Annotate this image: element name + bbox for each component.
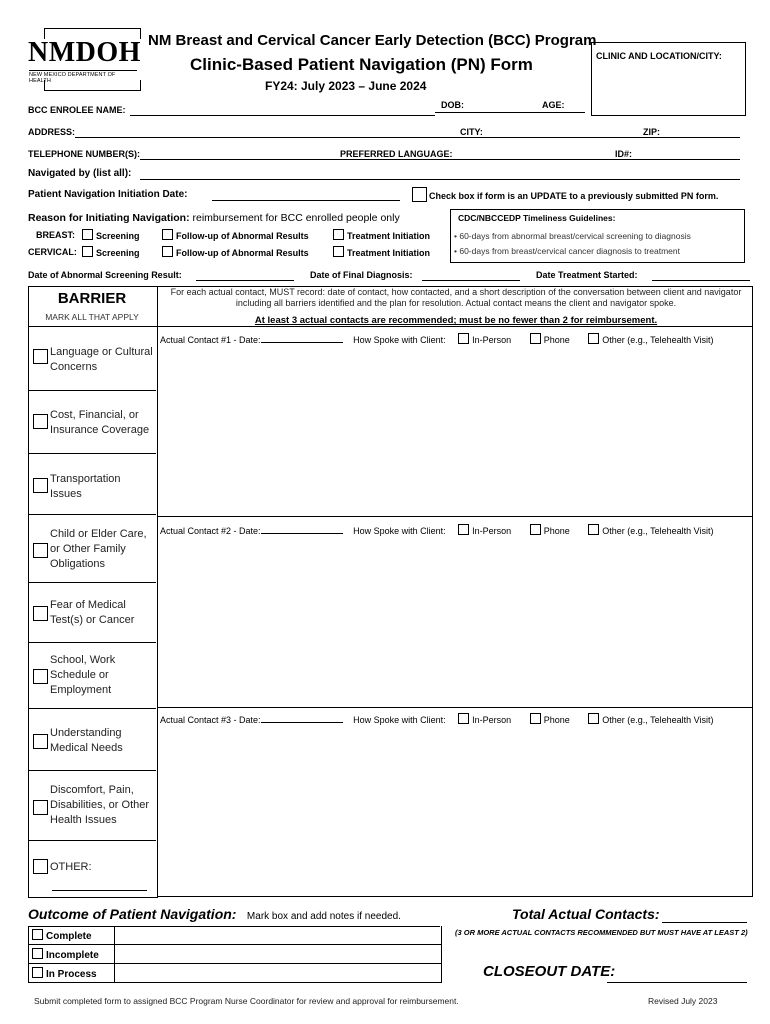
- closeout-date-label: CLOSEOUT DATE:: [483, 963, 616, 980]
- outcome-title: Outcome of Patient Navigation:: [28, 906, 237, 922]
- contact-divider: [157, 707, 753, 708]
- telephone-label: TELEPHONE NUMBER(S):: [28, 149, 140, 159]
- contact-date-label: Actual Contact #3 - Date:: [160, 715, 261, 725]
- contact-requirement: At least 3 actual contacts are recommended; must be no fewer than 2 for reimbursement.: [254, 315, 658, 326]
- cell-divider: [114, 945, 115, 963]
- contact-date-label: Actual Contact #2 - Date:: [160, 526, 261, 536]
- logo-text: NMDOH: [28, 37, 141, 68]
- abnormal-result-date-field[interactable]: [196, 280, 294, 281]
- barrier-row-divider: [28, 708, 156, 709]
- checkbox-icon: [82, 246, 93, 257]
- checkbox-icon: [530, 713, 541, 724]
- language-label: PREFERRED LANGUAGE:: [340, 149, 453, 159]
- revision-date: Revised July 2023: [648, 996, 718, 1006]
- barrier-checkbox[interactable]: [33, 800, 48, 815]
- phone-option[interactable]: Phone: [530, 333, 570, 345]
- abnormal-result-date-label: Date of Abnormal Screening Result:: [28, 270, 182, 280]
- city-label: CITY:: [460, 127, 483, 137]
- address-field[interactable]: [75, 137, 740, 138]
- contact-3: [160, 713, 713, 725]
- checkbox-icon: [162, 229, 173, 240]
- final-diagnosis-date-label: Date of Final Diagnosis:: [310, 270, 413, 280]
- cervical-followup[interactable]: Follow-up of Abnormal Results: [162, 246, 309, 258]
- contact-date-field[interactable]: [261, 333, 343, 343]
- checkbox-icon: [458, 713, 469, 724]
- other-barrier-field[interactable]: [52, 890, 147, 891]
- checkbox-icon: [530, 524, 541, 535]
- barrier-row-divider: [28, 453, 156, 454]
- barrier-checkbox[interactable]: [33, 859, 48, 874]
- checkbox-icon: [530, 333, 541, 344]
- navigated-by-field[interactable]: [140, 179, 740, 180]
- checkbox-icon: [32, 967, 43, 978]
- logo-bracket-bottom: [44, 80, 141, 91]
- cervical-screening[interactable]: Screening: [82, 246, 140, 258]
- table-bottom: [157, 896, 753, 897]
- barrier-label: Fear of Medical Test(s) or Cancer: [50, 599, 135, 626]
- barrier-checkbox[interactable]: [33, 734, 48, 749]
- closeout-date-field[interactable]: [607, 982, 747, 983]
- barrier-label: School, Work Schedule or Employment: [50, 654, 116, 696]
- breast-followup[interactable]: Follow-up of Abnormal Results: [162, 229, 309, 241]
- reason-note: reimbursement for BCC enrolled people only: [192, 212, 400, 224]
- outcome-option: Complete: [32, 929, 92, 942]
- barrier-label: Cost, Financial, or Insurance Coverage: [50, 409, 150, 436]
- final-diagnosis-date-field[interactable]: [422, 280, 520, 281]
- form-title: Clinic-Based Patient Navigation (PN) Form: [190, 55, 533, 74]
- breast-screening[interactable]: Screening: [82, 229, 140, 241]
- outcome-heading: [28, 906, 401, 924]
- enrollee-label: BCC ENROLEE NAME:: [28, 105, 126, 115]
- guideline-item: • 60-days from breast/cervical cancer diagnosis to treatment: [454, 246, 680, 256]
- outcome-hint: Mark box and add notes if needed.: [246, 911, 401, 922]
- fiscal-year: FY24: July 2023 – June 2024: [265, 79, 427, 93]
- barrier-subtitle: MARK ALL THAT APPLY: [45, 312, 139, 322]
- treatment-date-field[interactable]: [652, 280, 750, 281]
- barrier-label: Child or Elder Care, or Other Family Obligations: [50, 528, 147, 570]
- cell-divider: [114, 926, 115, 944]
- initiation-date-label: Patient Navigation Initiation Date:: [28, 189, 188, 200]
- age-label: AGE:: [542, 100, 565, 110]
- logo-subtext: NEW MEXICO DEPARTMENT OF HEALTH: [29, 70, 137, 84]
- contact-method-label: How Spoke with Client:: [353, 526, 446, 536]
- contact-date-field[interactable]: [261, 524, 343, 534]
- other-option[interactable]: Other (e.g., Telehealth Visit): [588, 524, 713, 536]
- cervical-label: CERVICAL:: [28, 247, 77, 257]
- checkbox-icon: [32, 929, 43, 940]
- cell-divider: [114, 964, 115, 982]
- checkbox-icon: [333, 229, 344, 240]
- zip-label: ZIP:: [643, 127, 660, 137]
- outcome-row-in-process[interactable]: [28, 964, 442, 983]
- outcome-row-complete[interactable]: [28, 926, 442, 945]
- barrier-checkbox[interactable]: [33, 414, 48, 429]
- table-header-divider: [28, 326, 752, 327]
- outcome-option: In Process: [32, 967, 97, 980]
- in-person-option[interactable]: In-Person: [458, 333, 511, 345]
- checkbox-icon: [333, 246, 344, 257]
- timeliness-guidelines-box: [450, 209, 745, 263]
- initiation-date-field[interactable]: [212, 200, 400, 201]
- column-divider: [157, 286, 158, 897]
- barrier-row-divider: [28, 770, 156, 771]
- checkbox-icon: [32, 948, 43, 959]
- in-person-option[interactable]: In-Person: [458, 524, 511, 536]
- outcome-row-incomplete[interactable]: [28, 945, 442, 964]
- total-contacts-label: Total Actual Contacts:: [512, 906, 660, 922]
- barrier-row-divider: [28, 514, 156, 515]
- barrier-title: BARRIER: [57, 290, 127, 307]
- outcome-option: Incomplete: [32, 948, 99, 961]
- address-label: ADDRESS:: [28, 127, 76, 137]
- navigated-by-label: Navigated by (list all):: [28, 168, 132, 179]
- contact-method-label: How Spoke with Client:: [353, 335, 446, 345]
- submit-instructions: Submit completed form to assigned BCC Program Nurse Coordinator for review and approval for reimbursement.: [34, 996, 459, 1006]
- barrier-checkbox[interactable]: [33, 606, 48, 621]
- barrier-checkbox[interactable]: [33, 478, 48, 493]
- contact-instructions: For each actual contact, MUST record: date of contact, how contacted, and a short description of the conversation between client and navigator including all barriers identified and the plan for resolution. Actual contact means the client and navigator spoke.: [170, 287, 742, 308]
- clinic-location-label: CLINIC AND LOCATION/CITY:: [596, 51, 722, 61]
- barrier-label: Discomfort, Pain, Disabilities, or Other Health Issues: [50, 784, 150, 826]
- checkbox-icon: [162, 246, 173, 257]
- contact-2: [160, 524, 713, 536]
- total-contacts-note: (3 OR MORE ACTUAL CONTACTS RECOMMENDED BUT MUST HAVE AT LEAST 2): [455, 928, 748, 937]
- checkbox-icon: [458, 524, 469, 535]
- contact-date-field[interactable]: [261, 713, 343, 723]
- phone-option[interactable]: Phone: [530, 713, 570, 725]
- guideline-item: • 60-days from abnormal breast/cervical screening to diagnosis: [454, 231, 691, 241]
- barrier-row-divider: [28, 582, 156, 583]
- phone-option[interactable]: Phone: [530, 524, 570, 536]
- enrollee-name-field[interactable]: [130, 115, 435, 116]
- program-title: NM Breast and Cervical Cancer Early Detection (BCC) Program: [148, 32, 597, 49]
- dob-label: DOB:: [441, 100, 464, 110]
- treatment-date-label: Date Treatment Started:: [536, 270, 638, 280]
- id-label: ID#:: [615, 149, 633, 159]
- contact-date-label: Actual Contact #1 - Date:: [160, 335, 261, 345]
- barrier-row-divider: [28, 642, 156, 643]
- reason-label: Reason for Initiating Navigation:: [28, 212, 190, 224]
- table-right-border: [752, 286, 753, 897]
- cervical-treatment[interactable]: Treatment Initiation: [333, 246, 430, 258]
- barrier-label: Transportation Issues: [50, 473, 121, 500]
- checkbox-icon: [588, 524, 599, 535]
- update-label: Check box if form is an UPDATE to a previously submitted PN form.: [429, 191, 719, 201]
- barrier-checkbox[interactable]: [33, 669, 48, 684]
- checkbox-icon: [82, 229, 93, 240]
- contact-method-label: How Spoke with Client:: [353, 715, 446, 725]
- barrier-checkbox[interactable]: [33, 543, 48, 558]
- barrier-label: Language or Cultural Concerns: [50, 346, 153, 373]
- breast-treatment[interactable]: Treatment Initiation: [333, 229, 430, 241]
- guidelines-title: CDC/NBCCEDP Timeliness Guidelines:: [458, 213, 616, 223]
- barrier-label: OTHER:: [50, 861, 92, 873]
- barrier-checkbox[interactable]: [33, 349, 48, 364]
- telephone-field[interactable]: [140, 159, 740, 160]
- checkbox-icon: [588, 333, 599, 344]
- contact-1: [160, 333, 713, 345]
- contact-divider: [157, 516, 753, 517]
- barrier-row-divider: [28, 840, 156, 841]
- checkbox-icon: [458, 333, 469, 344]
- update-checkbox[interactable]: [412, 187, 427, 202]
- other-option[interactable]: Other (e.g., Telehealth Visit): [588, 713, 713, 725]
- clinic-location-box[interactable]: [591, 42, 746, 116]
- in-person-option[interactable]: In-Person: [458, 713, 511, 725]
- table-top-border: [157, 286, 753, 287]
- breast-label: BREAST:: [36, 230, 76, 240]
- barrier-row-divider: [28, 390, 156, 391]
- total-contacts-field[interactable]: [662, 922, 747, 923]
- other-option[interactable]: Other (e.g., Telehealth Visit): [588, 333, 713, 345]
- dob-age-field[interactable]: [435, 112, 585, 113]
- barrier-label: Understanding Medical Needs: [50, 727, 123, 754]
- checkbox-icon: [588, 713, 599, 724]
